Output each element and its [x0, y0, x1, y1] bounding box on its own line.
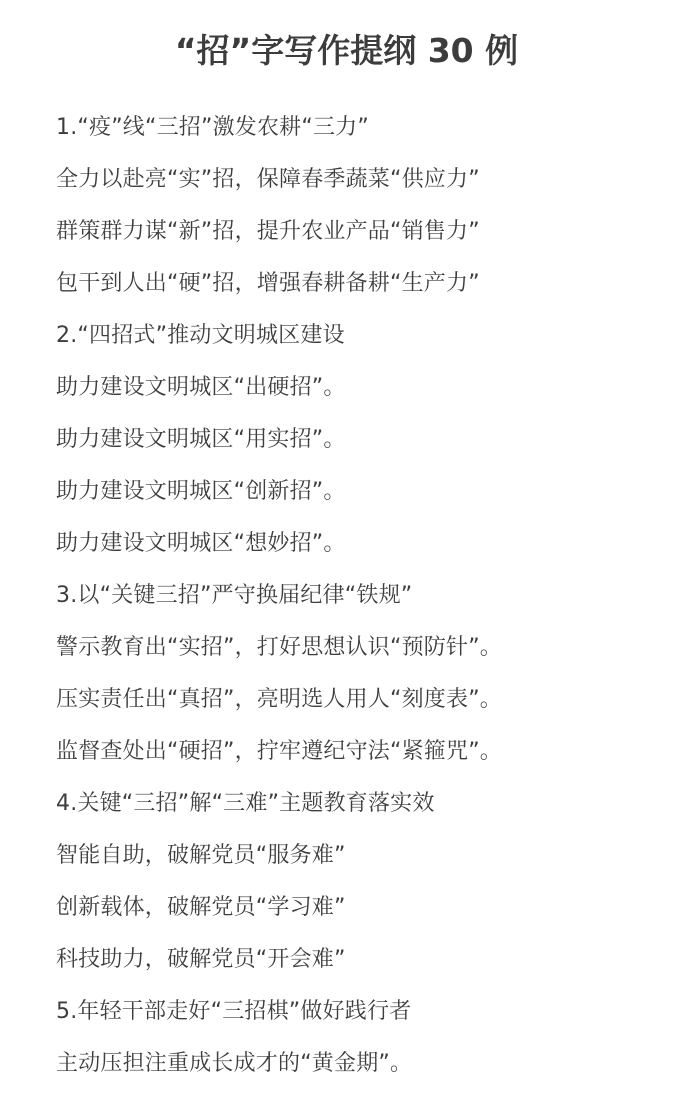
outline-line: 1.“疫”线“三招”激发农耕“三力”	[56, 115, 369, 140]
outline-line: 4.关键“三招”解“三难”主题教育落实效	[56, 791, 435, 816]
outline-line: 助力建设文明城区“用实招”。	[56, 427, 346, 452]
outline-line: 压实责任出“真招”，亮明选人用人“刻度表”。	[56, 687, 502, 712]
outline-line: 助力建设文明城区“创新招”。	[56, 479, 346, 504]
outline-line: 5.年轻干部走好“三招棋”做好践行者	[56, 999, 412, 1024]
outline-list	[56, 106, 686, 1094]
outline-line: 全力以赴亮“实”招，保障春季蔬菜“供应力”	[56, 167, 480, 192]
outline-line: 智能自助，破解党员“服务难”	[56, 843, 346, 868]
outline-line: 包干到人出“硬”招，增强春耕备耕“生产力”	[56, 271, 480, 296]
outline-line: 主动压担注重成长成才的“黄金期”。	[56, 1051, 413, 1076]
outline-line: 3.以“关键三招”严守换届纪律“铁规”	[56, 583, 413, 608]
outline-line: 群策群力谋“新”招，提升农业产品“销售力”	[56, 219, 480, 244]
outline-line: 助力建设文明城区“出硬招”。	[56, 375, 346, 400]
page-title: “招”字写作提纲 30 例	[174, 31, 519, 70]
outline-line: 警示教育出“实招”，打好思想认识“预防针”。	[56, 635, 502, 660]
outline-line: 2.“四招式”推动文明城区建设	[56, 323, 345, 348]
outline-line: 监督查处出“硬招”，拧牢遵纪守法“紧箍咒”。	[56, 739, 502, 764]
outline-line: 创新载体，破解党员“学习难”	[56, 895, 346, 920]
outline-line: 科技助力，破解党员“开会难”	[56, 947, 346, 972]
outline-line: 助力建设文明城区“想妙招”。	[56, 531, 346, 556]
